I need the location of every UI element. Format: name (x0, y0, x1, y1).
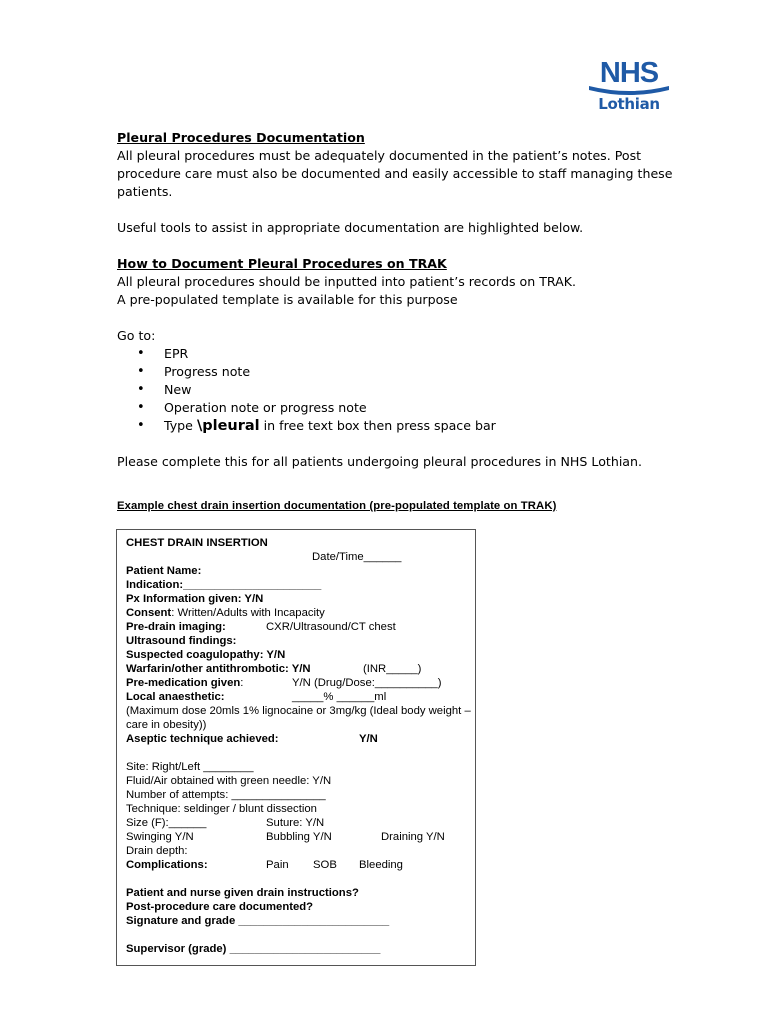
goto-label: Go to: (117, 328, 156, 343)
list-item: • Operation note or progress note (137, 399, 677, 417)
signature-field: Signature and grade ________________________ (126, 915, 390, 927)
bleeding-option: Bleeding (359, 859, 403, 871)
document-body (117, 129, 677, 471)
fluid-field: Fluid/Air obtained with green needle: Y/N (126, 775, 332, 787)
ultrasound-field: Ultrasound findings: (126, 635, 237, 647)
aseptic-label: Aseptic technique achieved: (126, 733, 279, 745)
premed-value: Y/N (Drug/Dose:__________) (292, 677, 442, 689)
list-item: • Progress note (137, 363, 677, 381)
step-suffix: in free text box then press space bar (259, 418, 496, 433)
trak-line-1: All pleural procedures should be inputted into patient’s records on TRAK. (117, 274, 577, 289)
technique-field: Technique: seldinger / blunt dissection (126, 803, 317, 815)
premed-colon: : (240, 677, 244, 689)
max-dose-note: (Maximum dose 20mls 1% lignocaine or 3mg/kg (Ideal body weight – care in obesity)) (126, 705, 471, 731)
complications-label: Complications: (126, 859, 208, 871)
logo-region: Lothian (598, 95, 660, 113)
instructions-field: Patient and nurse given drain instructions? (126, 887, 359, 899)
warfarin-row (126, 662, 471, 676)
chest-drain-form (116, 529, 476, 966)
aseptic-row (126, 732, 471, 746)
patient-name-field: Patient Name: (126, 565, 202, 577)
coagulopathy-field: Suspected coagulopathy: Y/N (126, 649, 286, 661)
draining-field: Draining Y/N (381, 831, 445, 843)
page-title: Pleural Procedures Documentation (117, 130, 365, 145)
premed-label: Pre-medication given (126, 677, 241, 689)
suture-field: Suture: Y/N (266, 817, 325, 829)
pleural-code: \pleural (196, 418, 260, 434)
pain-option: Pain (266, 859, 289, 871)
swinging-field: Swinging Y/N (126, 831, 194, 843)
date-time-field: Date/Time______ (312, 551, 402, 563)
intro-paragraph: All pleural procedures must be adequately documented in the patient’s notes. Post procedure care must also be documented and easily accessible to staff managing these patients. (117, 148, 673, 199)
inr-field: (INR_____) (363, 663, 422, 675)
trak-line-2: A pre-populated template is available for this purpose (117, 292, 458, 307)
consent-row (126, 606, 471, 620)
local-row (126, 690, 471, 704)
step-list (117, 345, 677, 435)
aseptic-value: Y/N (359, 733, 378, 745)
warfarin-label: Warfarin/other antithrombotic: Y/N (126, 663, 311, 675)
nhs-lothian-logo (583, 56, 675, 116)
size-field: Size (F):______ (126, 817, 207, 829)
post-care-field: Post-procedure care documented? (126, 901, 314, 913)
tools-line: Useful tools to assist in appropriate documentation are highlighted below. (117, 220, 584, 235)
example-title: Example chest drain insertion documentation (pre-populated template on TRAK) (117, 500, 557, 512)
complications-row (126, 858, 471, 872)
nhs-logo-mark (583, 56, 675, 96)
site-field: Site: Right/Left ________ (126, 761, 254, 773)
attempts-field: Number of attempts: _______________ (126, 789, 326, 801)
list-item: • New (137, 381, 677, 399)
trak-heading: How to Document Pleural Procedures on TRAK (117, 256, 447, 271)
bubbling-field: Bubbling Y/N (266, 831, 332, 843)
px-info-field: Px Information given: Y/N (126, 593, 264, 605)
consent-value: : Written/Adults with Incapacity (171, 607, 325, 619)
list-item: • EPR (137, 345, 677, 363)
imaging-value: CXR/Ultrasound/CT chest (266, 621, 396, 633)
step-prefix: Type (164, 418, 197, 433)
local-value: _____% ______ml (292, 691, 387, 703)
nhs-logo-text: NHS (599, 57, 659, 89)
imaging-label: Pre-drain imaging: (126, 621, 226, 633)
sob-option: SOB (313, 859, 337, 871)
swing-row (126, 830, 471, 844)
form-title: CHEST DRAIN INSERTION (126, 537, 268, 549)
list-item (137, 417, 677, 435)
premed-row (126, 676, 471, 690)
local-label: Local anaesthetic: (126, 691, 225, 703)
consent-label: Consent (126, 607, 172, 619)
closing-line: Please complete this for all patients undergoing pleural procedures in NHS Lothian. (117, 454, 643, 469)
supervisor-field: Supervisor (grade) ________________________ (126, 943, 381, 955)
imaging-row (126, 620, 471, 634)
size-row (126, 816, 471, 830)
depth-field: Drain depth: (126, 845, 188, 857)
indication-field: Indication:______________________ (126, 579, 322, 591)
form-content (126, 536, 471, 956)
